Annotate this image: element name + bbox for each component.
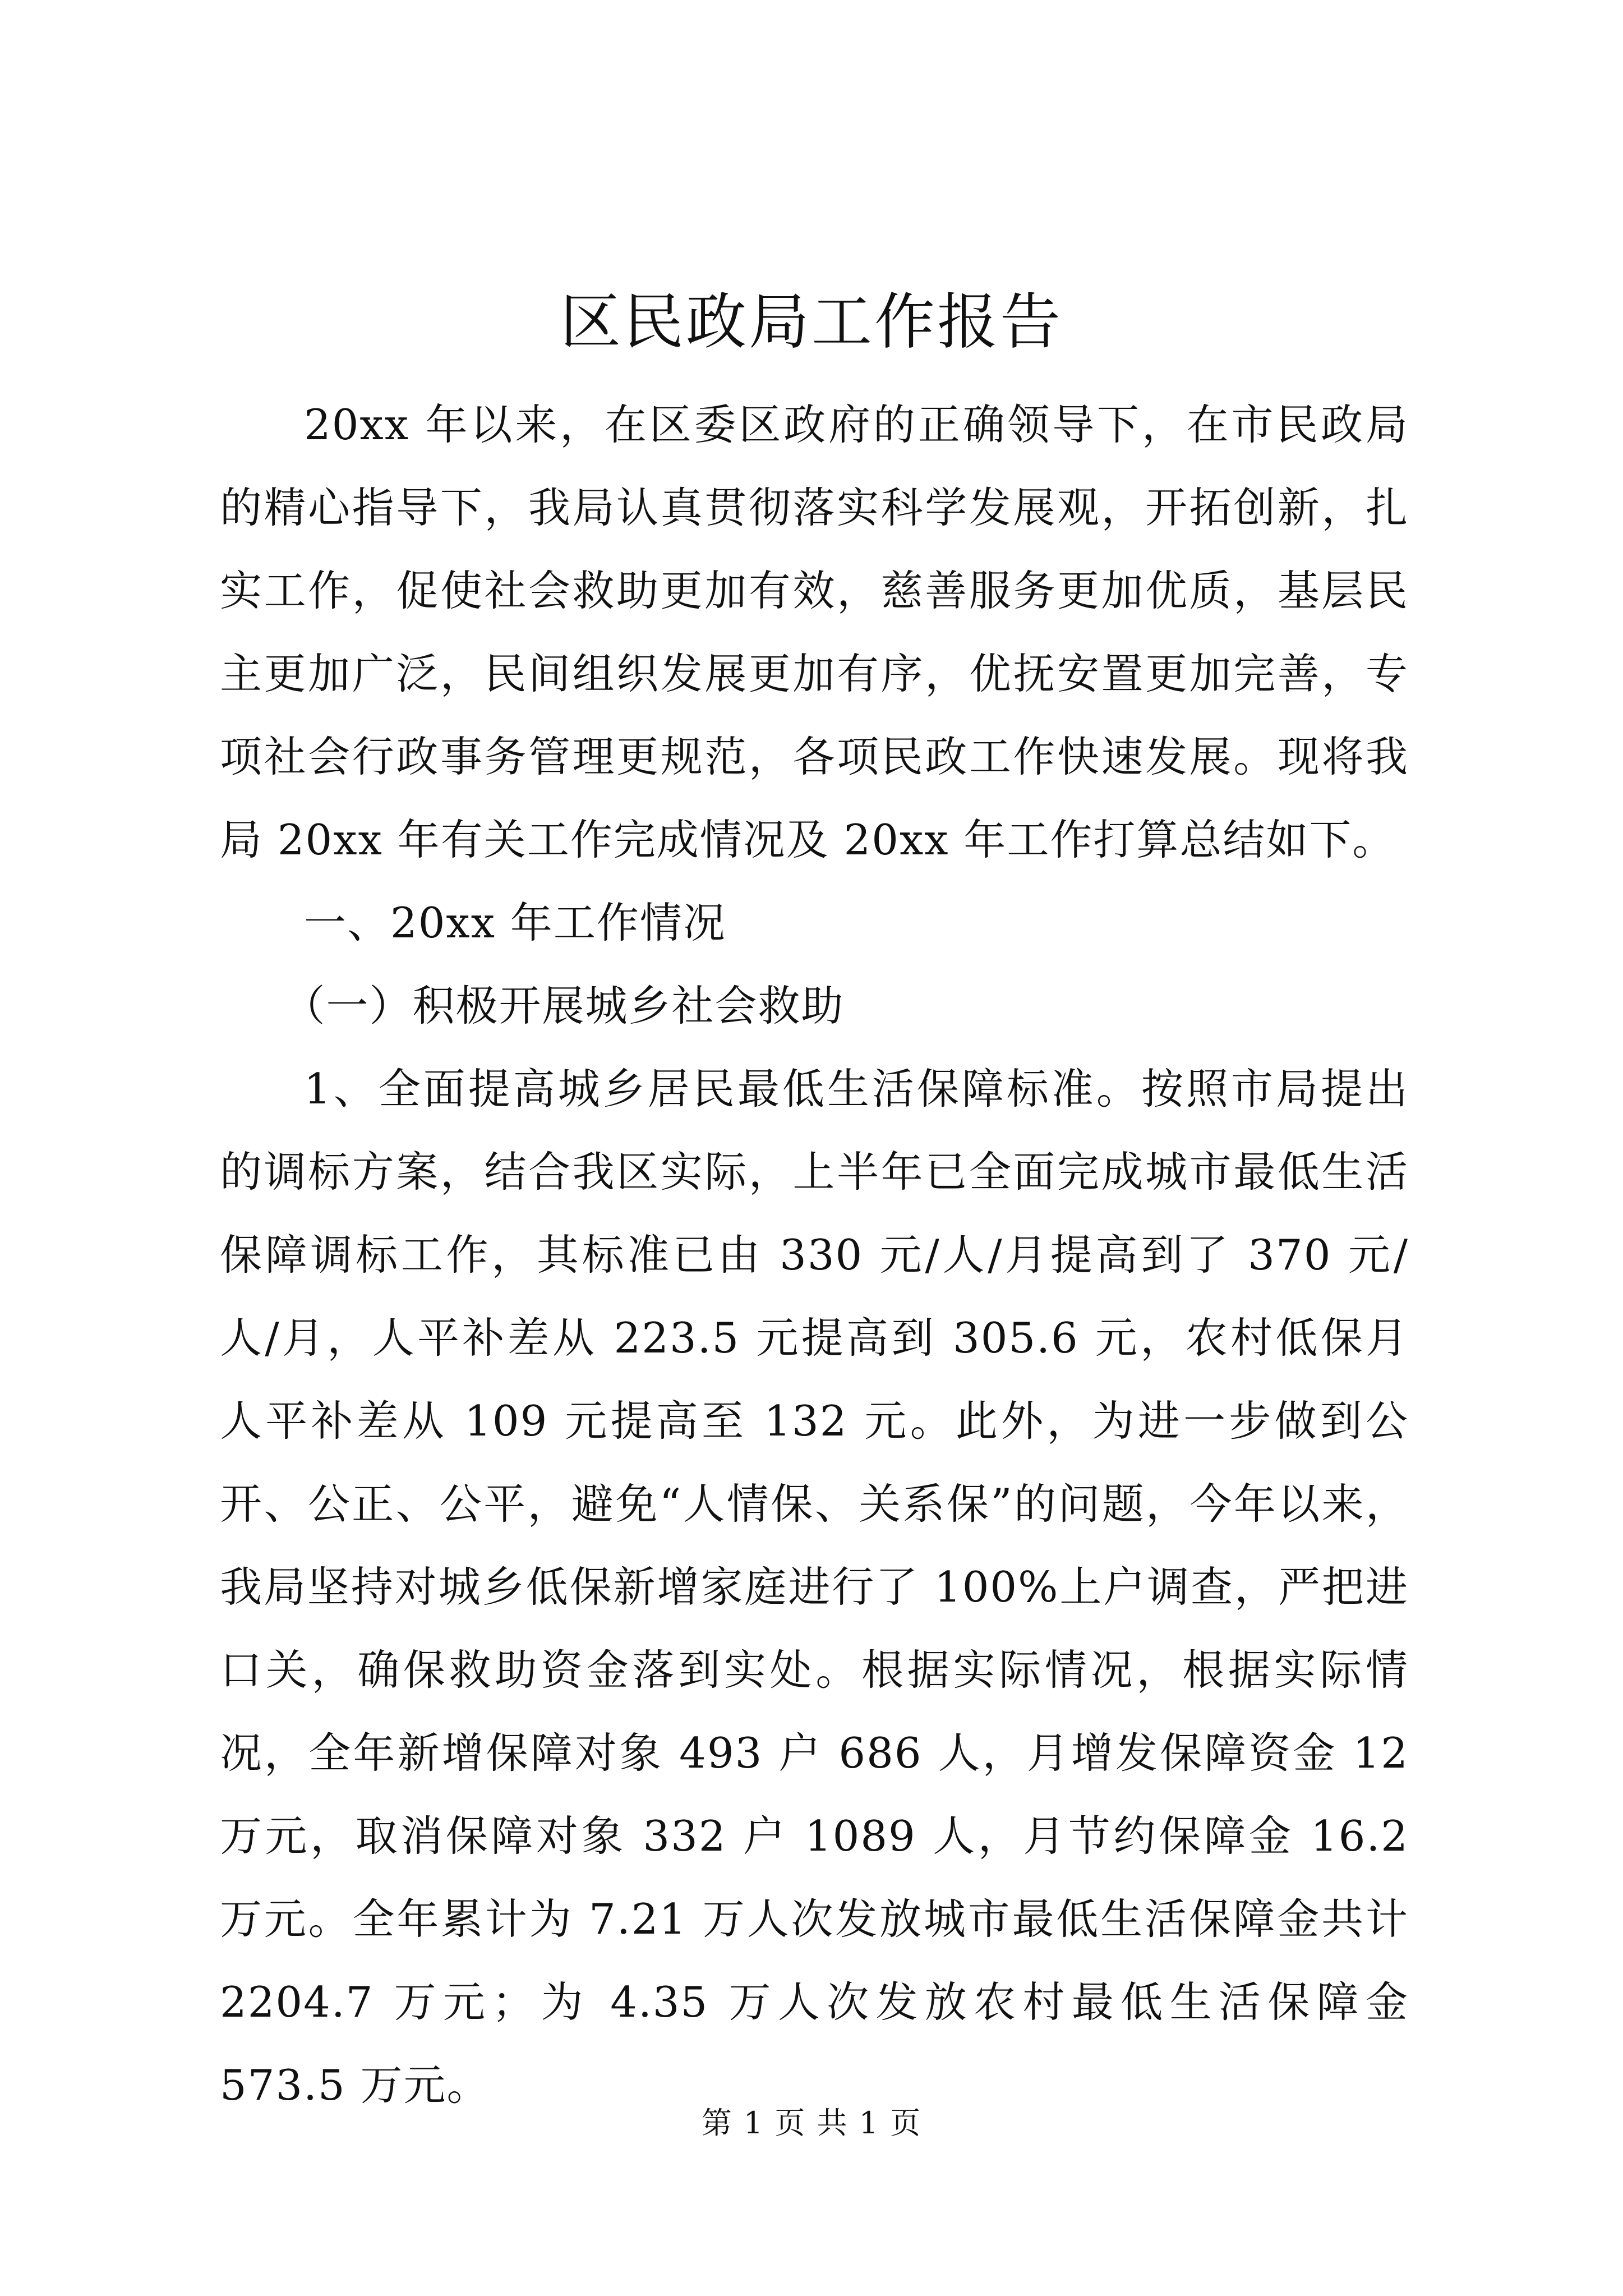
page-number: 第 1 页 共 1 页 (701, 2105, 922, 2141)
body-paragraph: 1、全面提高城乡居民最低生活保障标准。按照市局提出的调标方案，结合我区实际，上半年已全面完成城市最低生活保障调标工作，其标准已由 330 元/人/月提高到了 370 元/人/月，人平补差从 223.5 元提高到 305.6 元，农村低保月人平补差从 109 元提高至 132 元。此外，为进一步做到公开、公正、公平，避免“人情保、关系保”的问题，今年以来，我局坚持对城乡低保新增家庭进行了 100%上户调查，严把进口关，确保救助资金落到实处。根据实际情况，根据实际情况，全年新增保障对象 493 户 686 人，月增发保障资金 12 万元，取消保障对象 332 户 1089 人，月节约保障金 16.2 万元。全年累计为 7.21 万人次发放城市最低生活保障金共计 2204.7 万元；为 4.35 万人次发放农村最低生活保障金 573.5 万元。 (220, 1064, 1409, 2110)
section-heading: 一、20xx 年工作情况 (304, 898, 726, 947)
intro-paragraph: 20xx 年以来，在区委区政府的正确领导下，在市民政局的精心指导下，我局认真贯彻落实科学发展观，开拓创新，扎实工作，促使社会救助更加有效，慈善服务更加优质，基层民主更加广泛，民间组织发展更加有序，优抚安置更加完善，专项社会行政事务管理更规范，各项民政工作快速发展。现将我局 20xx 年有关工作完成情况及 20xx 年工作打算总结如下。 (220, 400, 1409, 864)
document-body (220, 383, 1409, 2127)
document-title: 区民政局工作报告 (560, 287, 1063, 357)
subsection-heading: （一）积极开展城乡社会救助 (283, 981, 845, 1030)
